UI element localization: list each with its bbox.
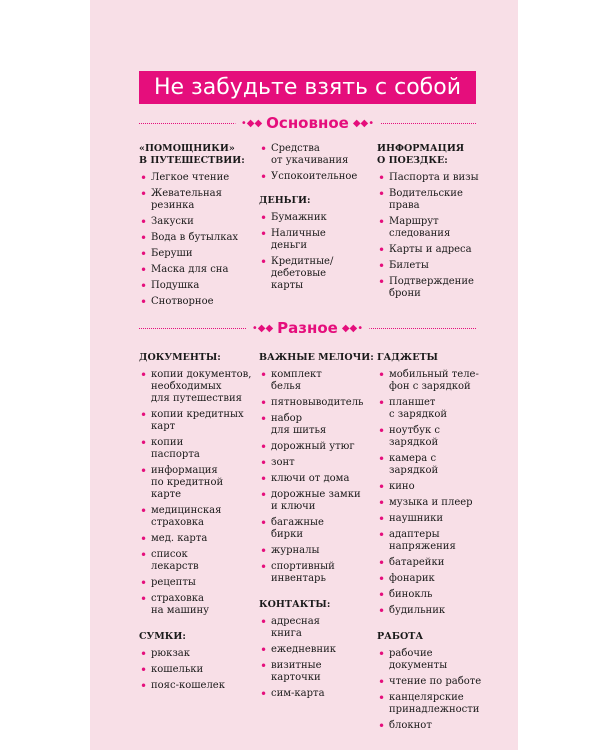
checklist-item: • дорожный утюг: [259, 441, 377, 453]
checklist-item: • зонт: [259, 457, 377, 469]
checklist-item: • копии документов, необходимых для путешествия: [139, 369, 257, 405]
group-work: [377, 631, 485, 732]
checklist-item: • Подушка: [139, 280, 257, 292]
checklist-item: • Паспорта и визы: [377, 172, 485, 184]
group-bags: [139, 631, 257, 692]
checklist: [259, 143, 377, 183]
checklist-item: • кошельки: [139, 664, 257, 676]
checklist-item: • блокнот: [377, 720, 485, 732]
basic-column-1: [139, 143, 257, 322]
checklist: [377, 172, 485, 300]
checklist-item: • адаптеры напряжения: [377, 529, 485, 553]
checklist-item: • Вода в бутылках: [139, 232, 257, 244]
checklist-item: • Маска для сна: [139, 264, 257, 276]
group-trip-info: [377, 143, 485, 300]
checklist-item: • ноутбук с зарядкой: [377, 425, 485, 449]
checklist-item: • визитные карточки: [259, 660, 377, 684]
checklist: [377, 369, 485, 617]
section-title-basic: Основное: [266, 114, 349, 132]
group-important-small-things: [259, 352, 377, 585]
checklist-item: • спортивный инвентарь: [259, 561, 377, 585]
checklist-item: • мед. карта: [139, 533, 257, 545]
checklist: [377, 648, 485, 732]
group-travel-helpers: [139, 143, 257, 308]
checklist-item: • информация по кредитной карте: [139, 465, 257, 501]
checklist-item: • Билеты: [377, 260, 485, 272]
checklist-item: • рабочие документы: [377, 648, 485, 672]
checklist-item: • копии паспорта: [139, 437, 257, 461]
group-heading: «ПОМОЩНИКИ» В ПУТЕШЕСТВИИ:: [139, 143, 245, 166]
left-ornament-icon: •◆◆: [240, 117, 263, 129]
checklist-item: • адресная книга: [259, 616, 377, 640]
checklist-item: • страховка на машину: [139, 593, 257, 617]
checklist-item: • будильник: [377, 605, 485, 617]
checklist-item: • Маршрут следования: [377, 216, 485, 240]
checklist-item: • бинокль: [377, 589, 485, 601]
left-ornament-icon: •◆◆: [251, 322, 274, 334]
checklist-item: • пояс-кошелек: [139, 680, 257, 692]
group-remedies: [259, 143, 377, 183]
group-heading: КОНТАКТЫ:: [259, 599, 331, 610]
group-heading: СУМКИ:: [139, 631, 186, 642]
group-heading: ВАЖНЫЕ МЕЛОЧИ:: [259, 352, 374, 363]
group-gadgets: [377, 352, 485, 617]
right-ornament-icon: ◆◆•: [352, 117, 375, 129]
checklist-item: • Карты и адреса: [377, 244, 485, 256]
checklist-item: • пятновыводитель: [259, 397, 377, 409]
basic-column-2: [259, 143, 377, 306]
group-contacts: [259, 599, 377, 700]
section-header-basic: [139, 113, 476, 133]
checklist-item: • чтение по работе: [377, 676, 485, 688]
checklist-item: • рецепты: [139, 577, 257, 589]
checklist-item: • ключи от дома: [259, 473, 377, 485]
checklist-item: • дорожные замки и ключи: [259, 489, 377, 513]
checklist: [139, 648, 257, 692]
checklist: [139, 172, 257, 308]
checklist-item: • Беруши: [139, 248, 257, 260]
checklist-item: • Водительские права: [377, 188, 485, 212]
checklist-item: • канцелярские принадлежности: [377, 692, 485, 716]
checklist-item: • наушники: [377, 513, 485, 525]
checklist-item: • сим-карта: [259, 688, 377, 700]
section-title-misc: Разное: [277, 319, 338, 337]
checklist-item: • медицинская страховка: [139, 505, 257, 529]
basic-column-3: [377, 143, 485, 314]
checklist-item: • Жевательная резинка: [139, 188, 257, 212]
checklist-item: • Подтверждение брони: [377, 276, 485, 300]
checklist-item: • журналы: [259, 545, 377, 557]
group-heading: ДЕНЬГИ:: [259, 195, 311, 206]
checklist: [259, 616, 377, 700]
checklist-item: • Средства от укачивания: [259, 143, 377, 167]
misc-column-2: [259, 352, 377, 714]
checklist-item: • ежедневник: [259, 644, 377, 656]
checklist-item: • Кредитные/ дебетовые карты: [259, 256, 377, 292]
group-money: [259, 195, 377, 292]
checklist-item: • Бумажник: [259, 212, 377, 224]
checklist-item: • Снотворное: [139, 296, 257, 308]
checklist-item: • список лекарств: [139, 549, 257, 573]
right-ornament-icon: ◆◆•: [341, 322, 364, 334]
checklist: [259, 212, 377, 292]
checklist-item: • багажные бирки: [259, 517, 377, 541]
misc-column-3: [377, 352, 485, 746]
group-heading: ДОКУМЕНТЫ:: [139, 352, 221, 363]
checklist-item: • батарейки: [377, 557, 485, 569]
group-heading: ГАДЖЕТЫ: [377, 352, 438, 363]
checklist-item: • планшет с зарядкой: [377, 397, 485, 421]
checklist: [139, 369, 257, 617]
checklist-item: • фонарик: [377, 573, 485, 585]
checklist-item: • Наличные деньги: [259, 228, 377, 252]
group-heading: ИНФОРМАЦИЯ О ПОЕЗДКЕ:: [377, 143, 465, 166]
checklist-item: • набор для шитья: [259, 413, 377, 437]
checklist-item: • кино: [377, 481, 485, 493]
misc-column-1: [139, 352, 257, 706]
checklist-item: • Легкое чтение: [139, 172, 257, 184]
checklist-item: • копии кредитных карт: [139, 409, 257, 433]
group-heading: РАБОТА: [377, 631, 424, 642]
checklist-item: • мобильный теле- фон с зарядкой: [377, 369, 485, 393]
checklist-item: • музыка и плеер: [377, 497, 485, 509]
checklist-item: • рюкзак: [139, 648, 257, 660]
group-documents: [139, 352, 257, 617]
checklist: [259, 369, 377, 585]
checklist-item: • комплект белья: [259, 369, 377, 393]
page-title-banner: Не забудьте взять с собой: [139, 71, 476, 104]
checklist-item: • камера с зарядкой: [377, 453, 485, 477]
checklist-item: • Закуски: [139, 216, 257, 228]
checklist-item: • Успокоительное: [259, 171, 377, 183]
